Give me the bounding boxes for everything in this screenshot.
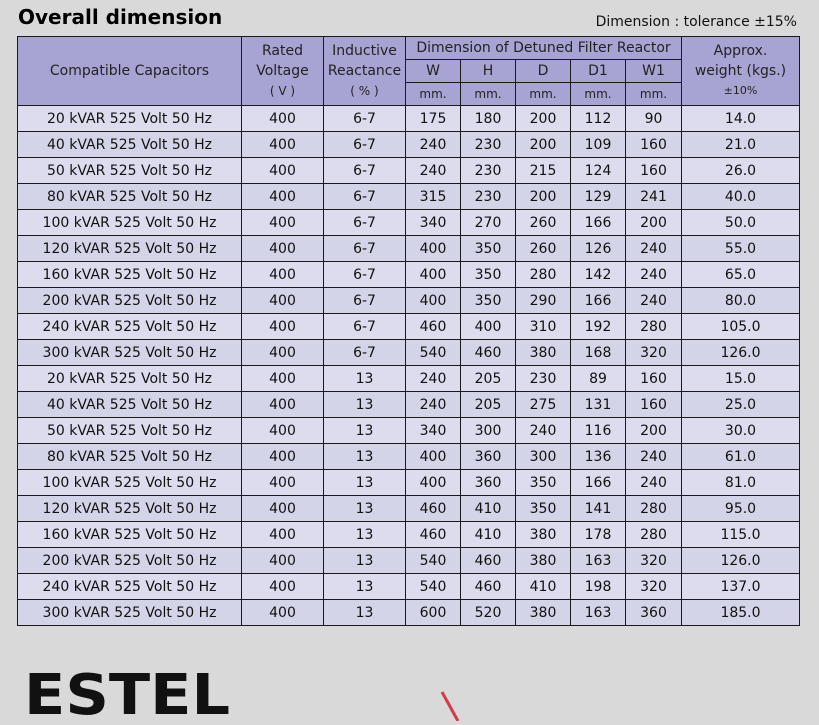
cell-dim-h: 230	[461, 184, 516, 210]
cell-dim-d1: 166	[571, 288, 626, 314]
estel-logo-mark	[24, 664, 234, 718]
header-dim-w: W	[406, 60, 461, 83]
cell-dim-w1: 160	[626, 158, 682, 184]
cell-dim-h: 350	[461, 236, 516, 262]
cell-rated-voltage: 400	[242, 574, 324, 600]
cell-weight: 126.0	[682, 548, 800, 574]
cell-dim-w: 240	[406, 132, 461, 158]
cell-rated-voltage: 400	[242, 418, 324, 444]
cell-dim-w: 315	[406, 184, 461, 210]
cell-capacitor: 200 kVAR 525 Volt 50 Hz	[18, 548, 242, 574]
cell-reactance: 6-7	[324, 340, 406, 366]
cell-reactance: 6-7	[324, 184, 406, 210]
table-row	[18, 418, 800, 444]
cell-reactance: 13	[324, 444, 406, 470]
cell-dim-w1: 90	[626, 106, 682, 132]
cell-weight: 185.0	[682, 600, 800, 626]
cell-reactance: 13	[324, 600, 406, 626]
cell-dim-w1: 160	[626, 366, 682, 392]
cell-dim-w1: 320	[626, 574, 682, 600]
cell-weight: 15.0	[682, 366, 800, 392]
cell-reactance: 13	[324, 574, 406, 600]
cell-rated-voltage: 400	[242, 262, 324, 288]
cell-dim-d: 380	[516, 522, 571, 548]
cell-dim-w: 540	[406, 548, 461, 574]
cell-rated-voltage: 400	[242, 522, 324, 548]
cell-weight: 26.0	[682, 158, 800, 184]
cell-dim-w1: 240	[626, 236, 682, 262]
cell-dim-d: 200	[516, 132, 571, 158]
cell-weight: 55.0	[682, 236, 800, 262]
cell-capacitor: 40 kVAR 525 Volt 50 Hz	[18, 132, 242, 158]
cell-capacitor: 160 kVAR 525 Volt 50 Hz	[18, 262, 242, 288]
cell-rated-voltage: 400	[242, 496, 324, 522]
cell-rated-voltage: 400	[242, 132, 324, 158]
cell-dim-d: 310	[516, 314, 571, 340]
cell-dim-w1: 160	[626, 132, 682, 158]
cell-capacitor: 100 kVAR 525 Volt 50 Hz	[18, 470, 242, 496]
cell-dim-w1: 240	[626, 262, 682, 288]
table-row	[18, 470, 800, 496]
header-dim-d1: D1	[571, 60, 626, 83]
cell-dim-w1: 280	[626, 522, 682, 548]
cell-reactance: 13	[324, 392, 406, 418]
table-row	[18, 392, 800, 418]
cell-rated-voltage: 400	[242, 210, 324, 236]
cell-dim-h: 410	[461, 496, 516, 522]
header-dimension-group: Dimension of Detuned Filter Reactor	[406, 37, 682, 60]
cell-dim-d: 275	[516, 392, 571, 418]
cell-dim-d1: 126	[571, 236, 626, 262]
estel-logo	[24, 664, 234, 722]
cell-dim-w1: 240	[626, 470, 682, 496]
cell-reactance: 6-7	[324, 236, 406, 262]
cell-capacitor: 300 kVAR 525 Volt 50 Hz	[18, 340, 242, 366]
cell-dim-d: 380	[516, 600, 571, 626]
table-row	[18, 444, 800, 470]
cell-weight: 126.0	[682, 340, 800, 366]
cell-capacitor: 50 kVAR 525 Volt 50 Hz	[18, 418, 242, 444]
cell-dim-w: 400	[406, 470, 461, 496]
table-row	[18, 366, 800, 392]
table-row	[18, 496, 800, 522]
cell-capacitor: 120 kVAR 525 Volt 50 Hz	[18, 496, 242, 522]
cell-dim-d1: 116	[571, 418, 626, 444]
cell-dim-w: 400	[406, 288, 461, 314]
header-dim-w1: W1	[626, 60, 682, 83]
table-row	[18, 548, 800, 574]
cell-weight: 50.0	[682, 210, 800, 236]
table-row	[18, 158, 800, 184]
cell-dim-w: 460	[406, 496, 461, 522]
cell-dim-d: 260	[516, 210, 571, 236]
header-dim-h: H	[461, 60, 516, 83]
cell-dim-h: 300	[461, 418, 516, 444]
cell-weight: 105.0	[682, 314, 800, 340]
cell-dim-w1: 320	[626, 340, 682, 366]
cell-dim-w1: 241	[626, 184, 682, 210]
cell-dim-w: 460	[406, 522, 461, 548]
cell-dim-w: 340	[406, 210, 461, 236]
cell-rated-voltage: 400	[242, 366, 324, 392]
cell-capacitor: 200 kVAR 525 Volt 50 Hz	[18, 288, 242, 314]
table-row	[18, 132, 800, 158]
cell-capacitor: 100 kVAR 525 Volt 50 Hz	[18, 210, 242, 236]
table-row	[18, 574, 800, 600]
cell-reactance: 13	[324, 366, 406, 392]
cell-rated-voltage: 400	[242, 184, 324, 210]
cell-reactance: 6-7	[324, 210, 406, 236]
cell-capacitor: 80 kVAR 525 Volt 50 Hz	[18, 184, 242, 210]
cell-capacitor: 240 kVAR 525 Volt 50 Hz	[18, 574, 242, 600]
cell-dim-d: 230	[516, 366, 571, 392]
cell-dim-w1: 160	[626, 392, 682, 418]
table-row	[18, 262, 800, 288]
table-row	[18, 340, 800, 366]
table-row	[18, 184, 800, 210]
header-inductive-reactance: Inductive Reactance ( % )	[324, 37, 406, 106]
dimension-table	[17, 36, 800, 626]
cell-dim-d: 350	[516, 496, 571, 522]
cell-dim-d: 350	[516, 470, 571, 496]
svg-text:ESTEL: ESTEL	[24, 664, 230, 718]
header-compatible-capacitors: Compatible Capacitors	[18, 37, 242, 106]
cell-reactance: 13	[324, 418, 406, 444]
cell-weight: 30.0	[682, 418, 800, 444]
cell-rated-voltage: 400	[242, 548, 324, 574]
cell-reactance: 6-7	[324, 314, 406, 340]
cell-reactance: 6-7	[324, 262, 406, 288]
cell-rated-voltage: 400	[242, 288, 324, 314]
table-row	[18, 210, 800, 236]
cell-dim-d1: 198	[571, 574, 626, 600]
cell-dim-h: 350	[461, 288, 516, 314]
cell-dim-d1: 131	[571, 392, 626, 418]
cell-weight: 115.0	[682, 522, 800, 548]
cell-dim-d1: 163	[571, 600, 626, 626]
cell-dim-d: 380	[516, 340, 571, 366]
cell-dim-w1: 320	[626, 548, 682, 574]
cell-dim-d1: 166	[571, 470, 626, 496]
cell-dim-w1: 280	[626, 496, 682, 522]
cell-dim-d: 200	[516, 184, 571, 210]
cell-weight: 95.0	[682, 496, 800, 522]
header-unit-w1: mm.	[626, 83, 682, 106]
table-row	[18, 106, 800, 132]
cell-reactance: 13	[324, 548, 406, 574]
cell-dim-h: 520	[461, 600, 516, 626]
cell-dim-w: 175	[406, 106, 461, 132]
cell-dim-d1: 136	[571, 444, 626, 470]
table-row	[18, 522, 800, 548]
cell-dim-h: 180	[461, 106, 516, 132]
cell-capacitor: 20 kVAR 525 Volt 50 Hz	[18, 106, 242, 132]
header-unit-d1: mm.	[571, 83, 626, 106]
cell-dim-h: 410	[461, 522, 516, 548]
header-unit-d: mm.	[516, 83, 571, 106]
page-title: Overall dimension	[18, 5, 223, 29]
cell-rated-voltage: 400	[242, 444, 324, 470]
cell-dim-w: 600	[406, 600, 461, 626]
cell-dim-h: 460	[461, 548, 516, 574]
cell-dim-d: 200	[516, 106, 571, 132]
cell-capacitor: 20 kVAR 525 Volt 50 Hz	[18, 366, 242, 392]
cell-rated-voltage: 400	[242, 392, 324, 418]
cell-dim-w: 240	[406, 392, 461, 418]
cell-dim-d1: 178	[571, 522, 626, 548]
red-mark-decoration	[438, 690, 468, 725]
cell-capacitor: 300 kVAR 525 Volt 50 Hz	[18, 600, 242, 626]
cell-dim-w1: 240	[626, 444, 682, 470]
cell-dim-d: 280	[516, 262, 571, 288]
cell-dim-d: 410	[516, 574, 571, 600]
cell-weight: 14.0	[682, 106, 800, 132]
cell-reactance: 6-7	[324, 106, 406, 132]
cell-dim-d: 380	[516, 548, 571, 574]
cell-dim-d: 300	[516, 444, 571, 470]
cell-dim-d1: 192	[571, 314, 626, 340]
cell-dim-w1: 360	[626, 600, 682, 626]
cell-rated-voltage: 400	[242, 314, 324, 340]
cell-dim-w: 240	[406, 158, 461, 184]
header-unit-h: mm.	[461, 83, 516, 106]
cell-dim-d1: 163	[571, 548, 626, 574]
table-row	[18, 288, 800, 314]
cell-dim-w: 240	[406, 366, 461, 392]
cell-dim-w: 540	[406, 574, 461, 600]
cell-dim-h: 400	[461, 314, 516, 340]
cell-weight: 81.0	[682, 470, 800, 496]
table-row	[18, 314, 800, 340]
cell-dim-h: 460	[461, 574, 516, 600]
header-dim-d: D	[516, 60, 571, 83]
cell-dim-d1: 168	[571, 340, 626, 366]
tolerance-note: Dimension : tolerance ±15%	[595, 14, 797, 30]
header-unit-w: mm.	[406, 83, 461, 106]
cell-dim-d: 290	[516, 288, 571, 314]
cell-dim-h: 360	[461, 470, 516, 496]
cell-dim-w1: 200	[626, 418, 682, 444]
table-body	[18, 106, 800, 626]
cell-rated-voltage: 400	[242, 340, 324, 366]
cell-dim-h: 205	[461, 392, 516, 418]
cell-dim-d: 260	[516, 236, 571, 262]
cell-rated-voltage: 400	[242, 236, 324, 262]
cell-reactance: 13	[324, 470, 406, 496]
cell-dim-d: 240	[516, 418, 571, 444]
cell-dim-d1: 166	[571, 210, 626, 236]
cell-dim-d1: 129	[571, 184, 626, 210]
cell-dim-h: 360	[461, 444, 516, 470]
cell-dim-d1: 89	[571, 366, 626, 392]
cell-dim-w1: 200	[626, 210, 682, 236]
cell-dim-d1: 112	[571, 106, 626, 132]
cell-dim-h: 350	[461, 262, 516, 288]
cell-dim-d1: 142	[571, 262, 626, 288]
table-row	[18, 236, 800, 262]
cell-dim-w1: 280	[626, 314, 682, 340]
cell-dim-h: 205	[461, 366, 516, 392]
cell-weight: 61.0	[682, 444, 800, 470]
cell-dim-w: 400	[406, 444, 461, 470]
cell-capacitor: 120 kVAR 525 Volt 50 Hz	[18, 236, 242, 262]
cell-dim-h: 230	[461, 132, 516, 158]
cell-weight: 21.0	[682, 132, 800, 158]
cell-reactance: 6-7	[324, 132, 406, 158]
cell-dim-d1: 124	[571, 158, 626, 184]
cell-dim-w1: 240	[626, 288, 682, 314]
cell-dim-w: 340	[406, 418, 461, 444]
cell-capacitor: 240 kVAR 525 Volt 50 Hz	[18, 314, 242, 340]
cell-dim-w: 540	[406, 340, 461, 366]
cell-reactance: 13	[324, 522, 406, 548]
cell-reactance: 6-7	[324, 288, 406, 314]
cell-rated-voltage: 400	[242, 470, 324, 496]
cell-dim-d1: 109	[571, 132, 626, 158]
header-rated-voltage: Rated Voltage ( V )	[242, 37, 324, 106]
cell-dim-d: 215	[516, 158, 571, 184]
cell-dim-d1: 141	[571, 496, 626, 522]
cell-dim-h: 270	[461, 210, 516, 236]
cell-capacitor: 160 kVAR 525 Volt 50 Hz	[18, 522, 242, 548]
cell-dim-w: 400	[406, 236, 461, 262]
cell-capacitor: 50 kVAR 525 Volt 50 Hz	[18, 158, 242, 184]
cell-rated-voltage: 400	[242, 158, 324, 184]
header-approx-weight: Approx. weight (kgs.) ±10%	[682, 37, 800, 106]
cell-dim-h: 230	[461, 158, 516, 184]
cell-capacitor: 80 kVAR 525 Volt 50 Hz	[18, 444, 242, 470]
table-row	[18, 600, 800, 626]
cell-weight: 80.0	[682, 288, 800, 314]
cell-dim-w: 400	[406, 262, 461, 288]
cell-weight: 25.0	[682, 392, 800, 418]
cell-rated-voltage: 400	[242, 106, 324, 132]
cell-dim-h: 460	[461, 340, 516, 366]
cell-capacitor: 40 kVAR 525 Volt 50 Hz	[18, 392, 242, 418]
cell-rated-voltage: 400	[242, 600, 324, 626]
cell-weight: 40.0	[682, 184, 800, 210]
cell-reactance: 13	[324, 496, 406, 522]
cell-dim-w: 460	[406, 314, 461, 340]
cell-weight: 65.0	[682, 262, 800, 288]
cell-reactance: 6-7	[324, 158, 406, 184]
cell-weight: 137.0	[682, 574, 800, 600]
